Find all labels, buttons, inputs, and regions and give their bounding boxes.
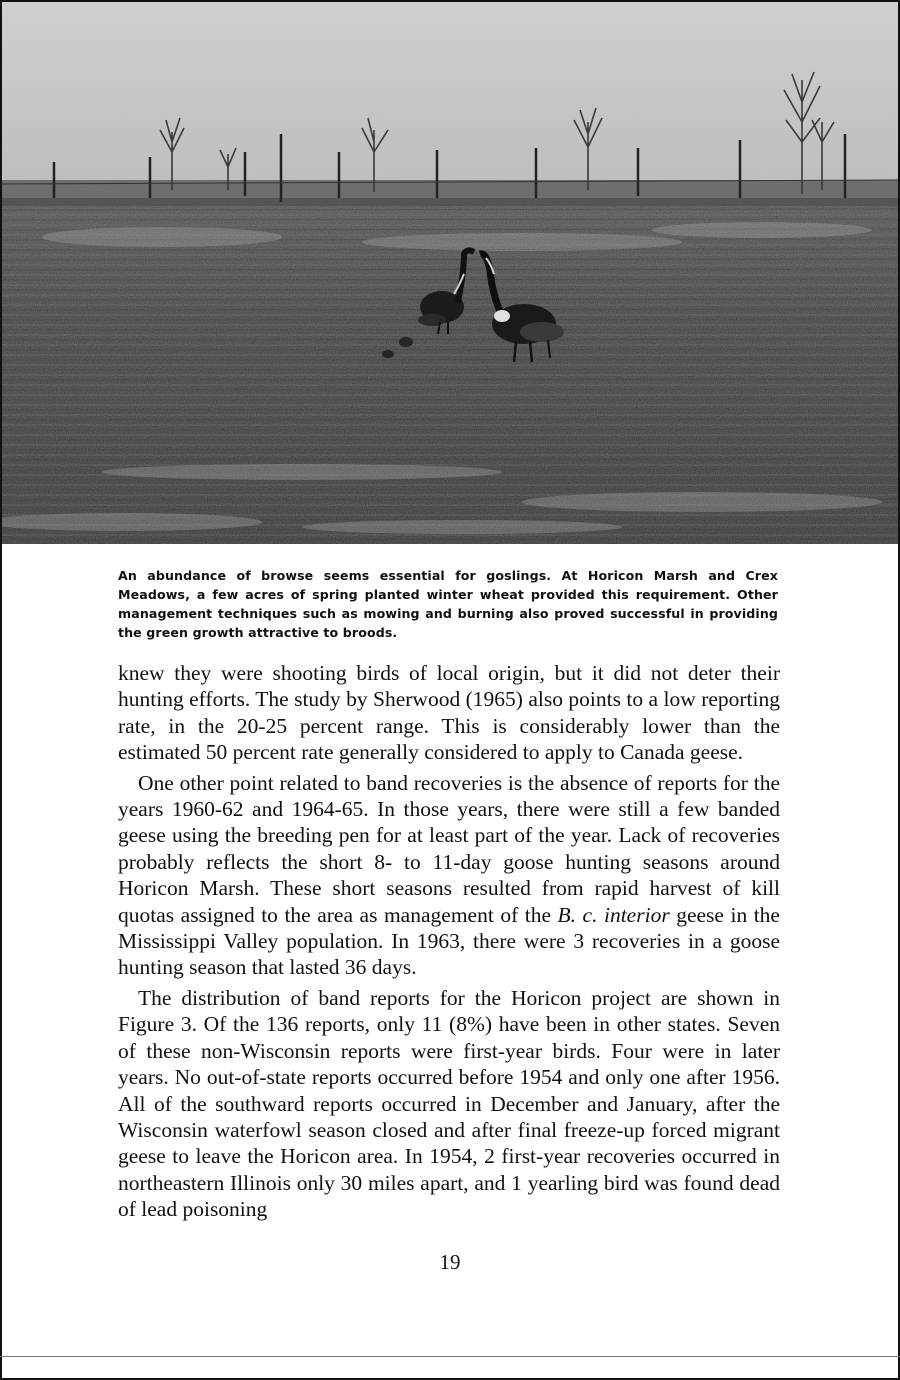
bottom-rule	[0, 1356, 900, 1357]
species-name: B. c. interior	[557, 902, 670, 927]
paragraph-3: The distribution of band reports for the Horicon project are shown in Figure 3. Of the 136 reports, only 11 (8%) have been in other states. Seven of these non-Wisconsin reports were first-year birds. Four were in later years. No out-of-state reports occurred before 1954 and only one after 1956. All of the southward reports occurred in December and January, after the Wisconsin waterfowl season closed and after final freeze-up forced migrant geese to leave the Horicon area. In 1954, 2 first-year recoveries occurred in northeastern Illinois only 30 miles apart, and 1 yearling bird was found dead of lead poisoning	[118, 985, 780, 1222]
paragraph-2-end: geese in the Mississippi Valley population. In 1963, there were 3 recoveries in a goose hunting season that lasted 36 days.	[118, 902, 780, 980]
geese-photo	[2, 2, 898, 544]
paragraph-2-start: One other point related to band recoveries is the absence of reports for the years 1960-62 and 1964-65. In those years, there were still a few banded geese using the breeding pen for at least part of the year. Lack of recoveries probably reflects the short 8- to 11-day goose hunting seasons around Horicon Marsh. These short seasons resulted from rapid harvest of kill quotas assigned to the area as management of the	[118, 770, 780, 927]
paragraph-2	[118, 770, 780, 981]
page-number: 19	[439, 1250, 461, 1274]
photo-caption: An abundance of browse seems essential for goslings. At Horicon Marsh and Crex Meadows, a few acres of spring planted winter wheat provided this requirement. Other management techniques such as mowing and burning also proved successful in providing the green growth attractive to broods.	[118, 568, 778, 640]
body-text	[118, 660, 780, 1223]
paragraph-1: knew they were shooting birds of local origin, but it did not deter their hunting efforts. The study by Sherwood (1965) also points to a low reporting rate, in the 20-25 percent range. This is considerably lower than the estimated 50 percent rate generally considered to apply to Canada geese.	[118, 661, 780, 765]
